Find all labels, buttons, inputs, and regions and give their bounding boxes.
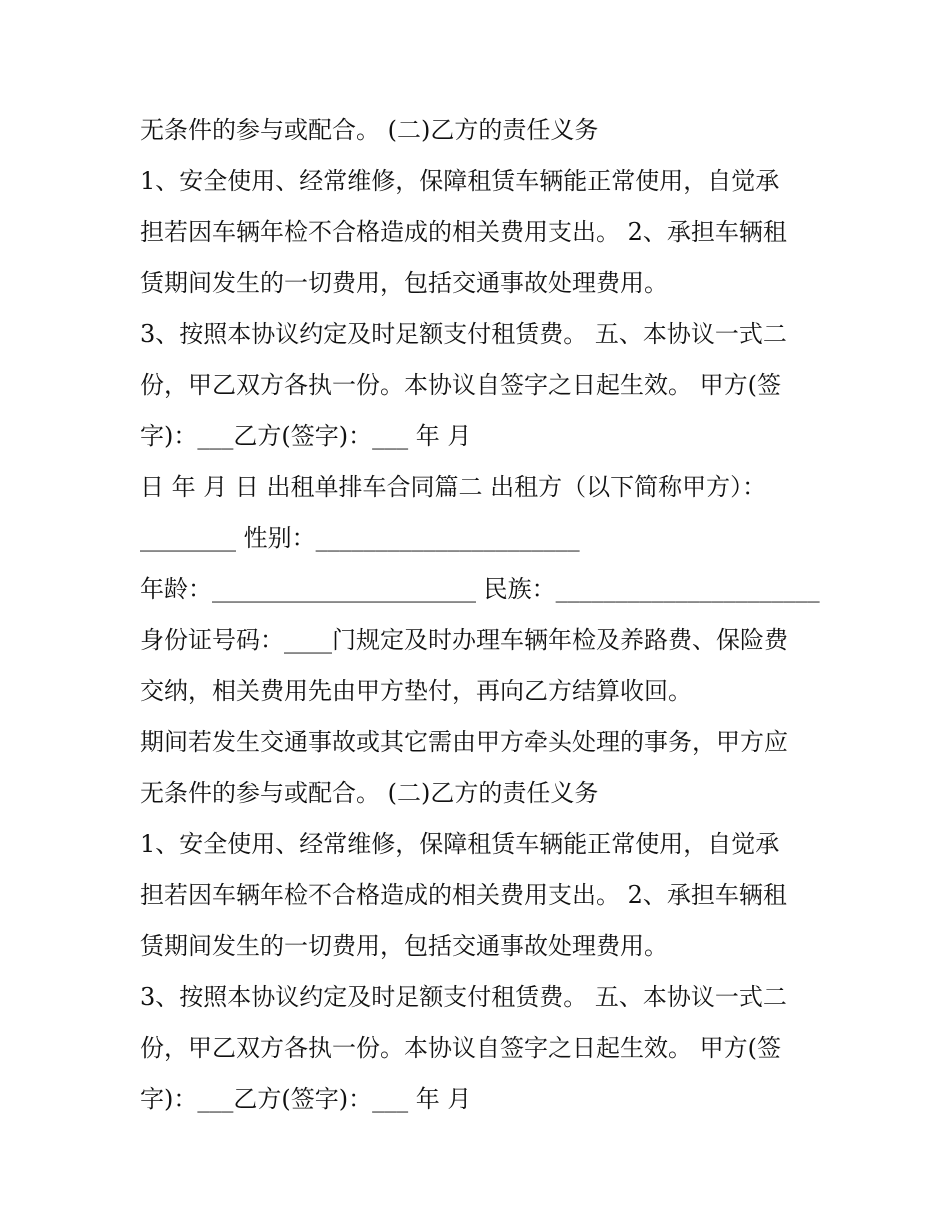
document-body	[140, 105, 820, 1125]
text-line-4: 赁期间发生的一切费用，包括交通事故处理费用。	[140, 269, 668, 297]
text-line-7: 字)：___乙方(签字)：___ 年 月	[140, 422, 472, 450]
text-line-2: 1、安全使用、经常维修，保障租赁车辆能正常使用，自觉承	[140, 167, 780, 195]
text-line-17: 赁期间发生的一切费用，包括交通事故处理费用。	[140, 932, 668, 960]
text-line-5: 3、按照本协议约定及时足额支付租赁费。 五、本协议一式二	[140, 320, 787, 348]
text-line-6: 份，甲乙双方各执一份。本协议自签字之日起生效。 甲方(签	[140, 371, 781, 399]
text-line-19: 份，甲乙双方各执一份。本协议自签字之日起生效。 甲方(签	[140, 1034, 781, 1062]
text-line-3: 担若因车辆年检不合格造成的相关费用支出。 2、承担车辆租	[140, 218, 787, 246]
text-line-1: 无条件的参与或配合。 (二)乙方的责任义务	[140, 116, 599, 144]
text-line-13: 期间若发生交通事故或其它需由甲方牵头处理的事务，甲方应	[140, 728, 788, 756]
text-line-12: 交纳，相关费用先由甲方垫付，再向乙方结算收回。	[140, 677, 692, 705]
text-line-14: 无条件的参与或配合。 (二)乙方的责任义务	[140, 779, 599, 807]
text-line-11: 身份证号码：____门规定及时办理车辆年检及养路费、保险费	[140, 626, 788, 654]
text-line-20: 字)：___乙方(签字)：___ 年 月	[140, 1085, 472, 1113]
text-line-10: 年龄：______________________ 民族：______________________	[140, 575, 820, 603]
text-line-16: 担若因车辆年检不合格造成的相关费用支出。 2、承担车辆租	[140, 881, 787, 909]
text-line-9: ________ 性别：______________________	[140, 524, 580, 552]
text-line-18: 3、按照本协议约定及时足额支付租赁费。 五、本协议一式二	[140, 983, 787, 1011]
text-line-8: 日 年 月 日 出租单排车合同篇二 出租方（以下简称甲方）：	[140, 473, 767, 501]
text-line-15: 1、安全使用、经常维修，保障租赁车辆能正常使用，自觉承	[140, 830, 780, 858]
